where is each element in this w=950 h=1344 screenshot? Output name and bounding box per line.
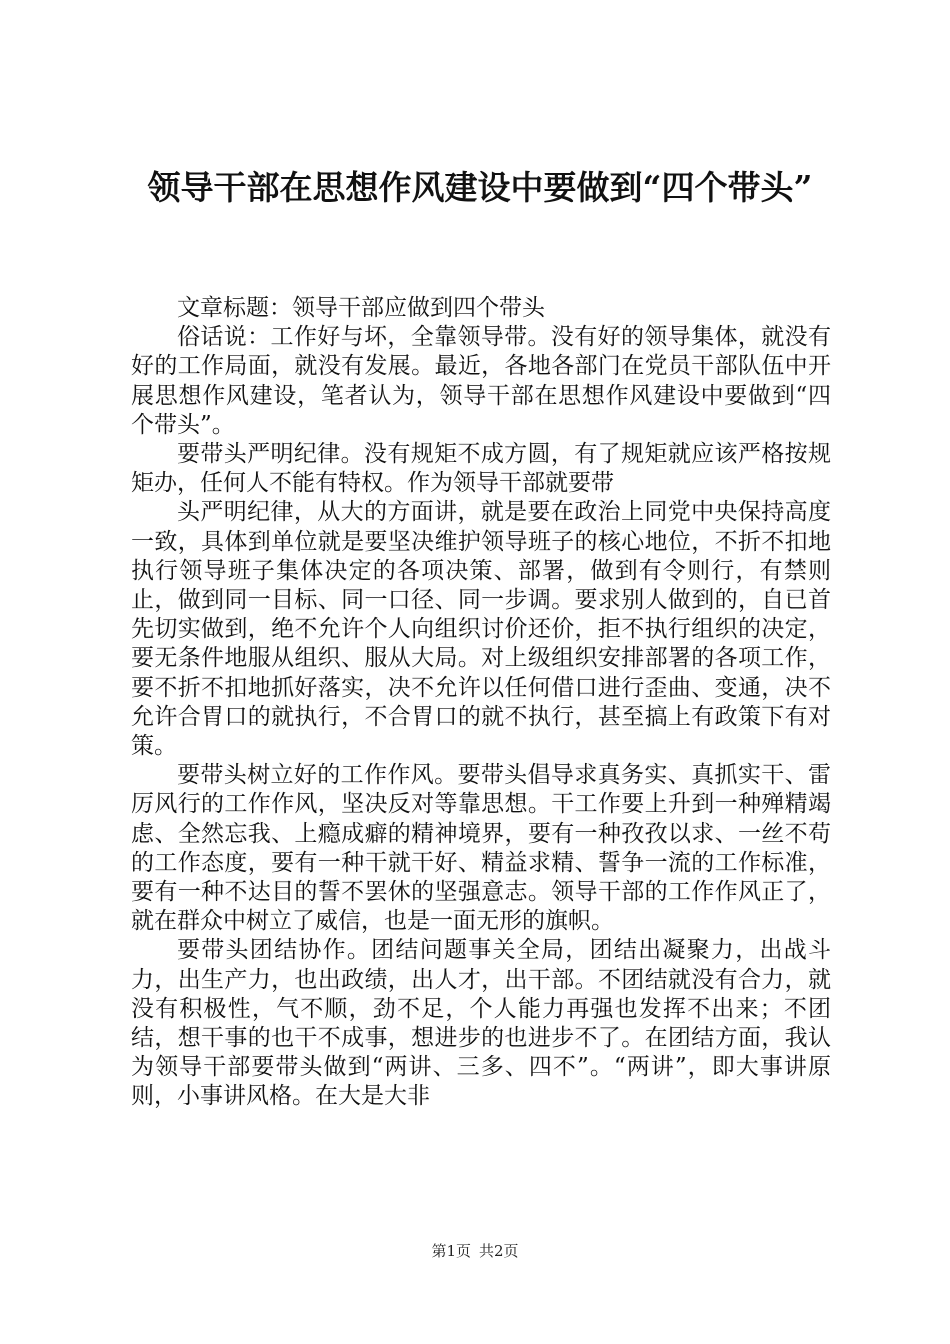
document-title: 领导干部在思想作风建设中要做到“四个带头” bbox=[147, 168, 813, 207]
paragraph-work-style: 要带头树立好的工作作风。要带头倡导求真务实、真抓实干、雷厉风行的工作作风，坚决反对等靠思想。干工作要上升到一种殚精竭虑、全然忘我、上瘾成癖的精神境界，要有一种孜孜以求、一丝不苟的工作态度，要有一种干就干好、精益求精、誓争一流的工作标准，要有一种不达目的誓不罢休的坚强意志。领导干部的工作作风正了，就在群众中树立了威信，也是一面无形的旗帜。 bbox=[131, 762, 831, 935]
paragraph-discipline-lead: 要带头严明纪律。没有规矩不成方圆，有了规矩就应该严格按规矩办，任何人不能有特权。作为领导干部就要带 bbox=[131, 441, 831, 497]
paragraph-discipline-detail: 头严明纪律，从大的方面讲，就是要在政治上同党中央保持高度一致，具体到单位就是要坚决维护领导班子的核心地位，不折不扣地执行领导班子集体决定的各项决策、部署，做到有令则行，有禁则止，做到同一目标、同一口径、同一步调。要求别人做到的，自已首先切实做到，绝不允许个人向组织讨价还价，拒不执行组织的决定，要无条件地服从组织、服从大局。对上级组织安排部署的各项工作，要不折不扣地抓好落实，决不允许以任何借口进行歪曲、变通，决不允许合胃口的就执行，不合胃口的就不执行，甚至搞上有政策下有对策。 bbox=[131, 499, 831, 760]
paragraph-intro: 俗话说：工作好与坏，全靠领导带。没有好的领导集体，就没有好的工作局面，就没有发展。最近，各地各部门在党员干部队伍中开展思想作风建设，笔者认为，领导干部在思想作风建设中要做到“四个带头”。 bbox=[131, 324, 831, 438]
paragraph-article-title: 文章标题：领导干部应做到四个带头 bbox=[177, 295, 545, 321]
paragraph-unity: 要带头团结协作。团结问题事关全局，团结出凝聚力，出战斗力，出生产力，也出政绩，出人才，出干部。不团结就没有合力，就没有积极性，气不顺，劲不足，个人能力再强也发挥不出来；不团结，想干事的也干不成事，想进步的也进步不了。在团结方面，我认为领导干部要带头做到“两讲、三多、四不”。“两讲”，即大事讲原则，小事讲风格。在大是大非 bbox=[131, 937, 831, 1110]
page-number-total: 共2页 bbox=[479, 1242, 519, 1260]
page-number-current: 第1页 bbox=[431, 1242, 471, 1260]
page-footer bbox=[0, 1241, 950, 1261]
document-body bbox=[131, 294, 831, 1112]
